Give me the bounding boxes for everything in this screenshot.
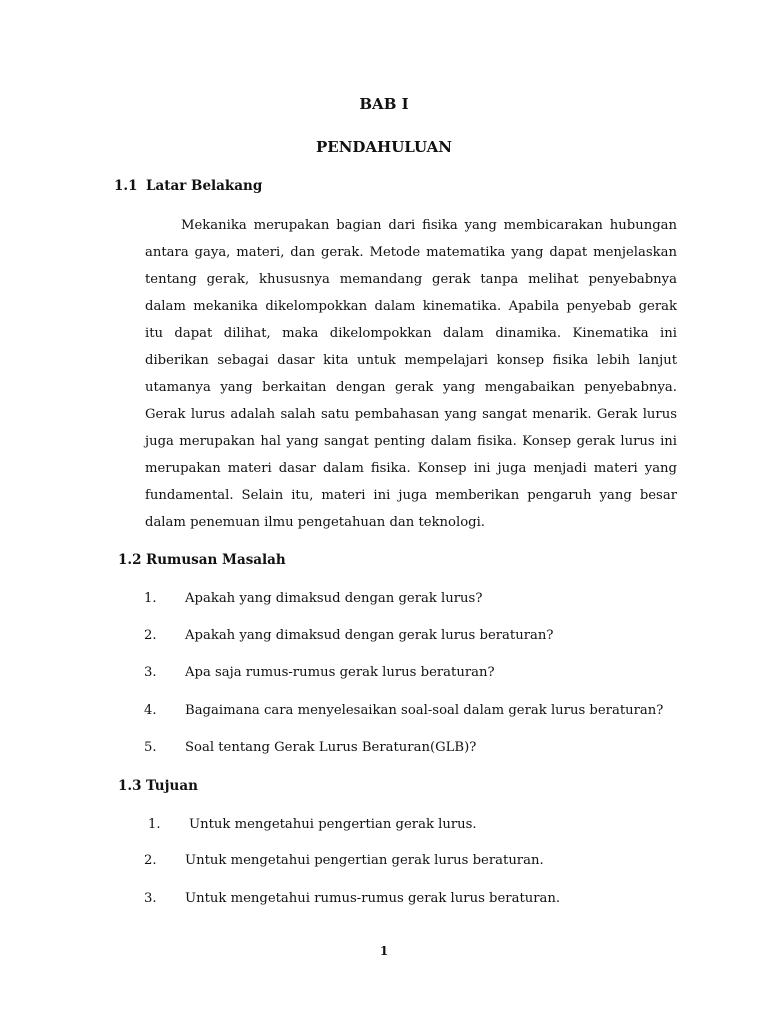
list-item-number: 2. xyxy=(144,853,157,868)
section-heading-tujuan xyxy=(118,778,198,794)
list-item-text: Apakah yang dimaksud dengan gerak lurus? xyxy=(185,591,483,606)
list-item-number: 2. xyxy=(144,628,157,643)
list-item-number: 1. xyxy=(148,817,161,832)
section-heading-rumusan-masalah xyxy=(118,552,286,568)
section-title: Rumusan Masalah xyxy=(146,552,286,568)
list-item-number: 4. xyxy=(144,703,157,718)
list-item-text: Apakah yang dimaksud dengan gerak lurus beraturan? xyxy=(185,628,554,643)
list-item-number: 5. xyxy=(144,740,157,755)
section-number: 1.3 xyxy=(118,778,142,794)
section-heading-latar-belakang xyxy=(114,178,262,194)
list-item-text: Apa saja rumus-rumus gerak lurus beraturan? xyxy=(185,665,495,680)
list-item-text: Soal tentang Gerak Lurus Beraturan(GLB)? xyxy=(185,740,477,755)
list-item-number: 3. xyxy=(144,891,157,906)
list-item-text: Untuk mengetahui rumus-rumus gerak lurus beraturan. xyxy=(185,891,561,906)
list-item-number: 1. xyxy=(144,591,157,606)
section-number: 1.1 xyxy=(114,178,138,194)
list-item-text: Untuk mengetahui pengertian gerak lurus beraturan. xyxy=(185,853,544,868)
list-item-text: Untuk mengetahui pengertian gerak lurus. xyxy=(189,817,477,832)
list-item-text: Bagaimana cara menyelesaikan soal-soal dalam gerak lurus beraturan? xyxy=(185,703,664,718)
section-title: Tujuan xyxy=(146,778,198,794)
background-paragraph: Mekanika merupakan bagian dari fisika yang membicarakan hubungan antara gaya, materi, dan gerak. Metode matematika yang dapat menjelaskan tentang gerak, khususnya memandang gerak tanpa melihat penyebabnya dalam mekanika dikelompokkan dalam kinematika. Apabila penyebab gerak itu dapat dilihat, maka dikelompokkan dalam dinamika. Kinematika ini diberikan sebagai dasar kita untuk mempelajari konsep fisika lebih lanjut utamanya yang berkaitan dengan gerak yang mengabaikan penyebabnya. Gerak lurus adalah salah satu pembahasan yang sangat menarik. Gerak lurus juga merupakan hal yang sangat penting dalam fisika. Konsep gerak lurus ini merupakan materi dasar dalam fisika. Konsep ini juga menjadi materi yang fundamental. Selain itu, materi ini juga memberikan pengaruh yang besar dalam penemuan ilmu pengetahuan dan teknologi. xyxy=(145,218,677,530)
page-number: 1 xyxy=(379,944,389,958)
section-number: 1.2 xyxy=(118,552,142,568)
chapter-title: PENDAHULUAN xyxy=(315,138,453,156)
list-item-number: 3. xyxy=(144,665,157,680)
chapter-label: BAB I xyxy=(359,95,409,113)
section-title: Latar Belakang xyxy=(146,178,263,194)
